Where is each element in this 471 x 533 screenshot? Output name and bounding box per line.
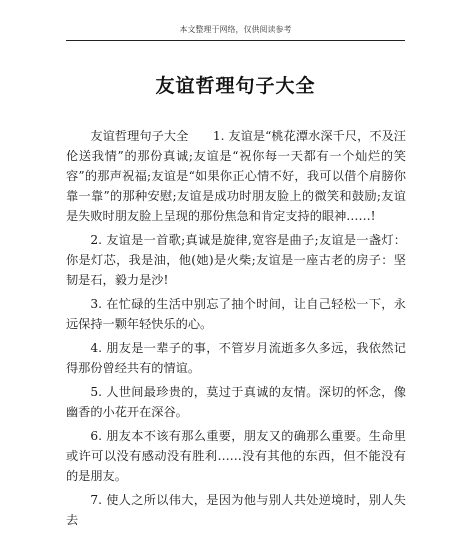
paragraph-5: 5. 人世间最珍贵的，莫过于真诚的友情。深切的怀念，像幽香的小花开在深谷。 <box>66 385 406 419</box>
paragraph-6: 6. 朋友本不该有那么重要，朋友又的确那么重要。生命里或许可以没有感动没有胜利……没有其他的东西，但不能没有的是朋友。 <box>66 429 406 483</box>
document-body <box>66 126 406 533</box>
paragraph-1: 友谊哲理句子大全 1. 友谊是“桃花潭水深千尺，不及汪伦送我情”的那份真诚;友谊是“祝你每一天都有一个灿烂的笑容”的那声祝福;友谊是“如果你正心情不好，我可以借个肩膀你靠一靠”的那种安慰;友谊是成功时朋友脸上的微笑和鼓励;友谊是失败时朋友脸上呈现的那份焦急和肯定支持的眼神……! <box>66 129 406 223</box>
header-note: 本文整理于网络，仅供阅读参考 <box>179 25 292 34</box>
paragraph-3: 3. 在忙碌的生活中别忘了抽个时间，让自己轻松一下，永远保持一颗年轻快乐的心。 <box>66 297 406 331</box>
paragraph-7: 7. 使人之所以伟大，是因为他与别人共处逆境时，别人失去 <box>66 493 406 527</box>
paragraph-2: 2. 友谊是一首歌;真诚是旋律,宽容是曲子;友谊是一盏灯：你是灯芯，我是油，他(她)是火柴;友谊是一座古老的房子：坚韧是石，毅力是沙! <box>66 233 406 287</box>
header-divider <box>66 40 405 41</box>
paragraph-4: 4. 朋友是一辈子的事，不管岁月流逝多久多远，我依然记得那份曾经共有的情谊。 <box>66 341 406 375</box>
document-title: 友谊哲理句子大全 <box>155 75 316 97</box>
